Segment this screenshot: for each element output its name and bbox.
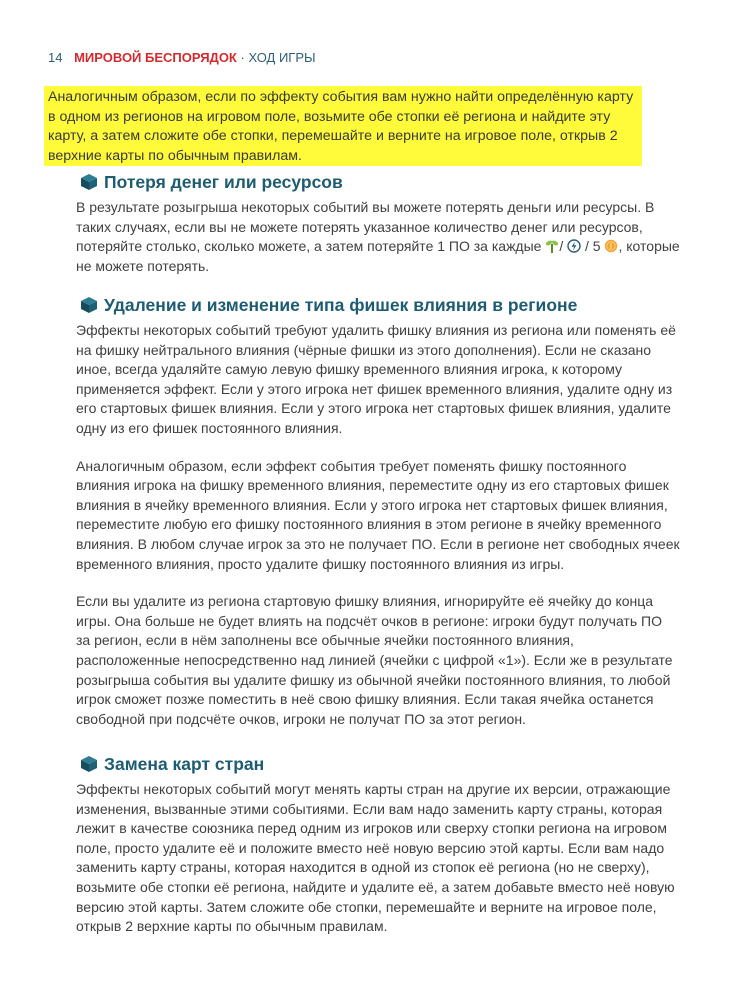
section-paragraph: В результате розыгрыша некоторых событий вы можете потерять деньги или ресурсы. В таких случаях, если вы не можете потерять указанное количество денег или ресурсов, потеряйте столько, сколько можете, а затем потеряйте 1 ПО за каждые / / 5 , которые не можете потерять.: [76, 199, 680, 274]
section-paragraph: Аналогичным образом, если эффект события требует поменять фишку постоянного влияния игрока на фишку временного влияния, переместите одну из его стартовых фишек влияния в ячейку временного влияния. Если у этого игрока нет стартовых фишек влияния, переместите любую его фишку постоянного влияния в этом регионе в ячейку временного влияния. В любом случае игрок за это не получает ПО. Если в регионе нет свободных ячеек временного влияния, просто удалите фишку постоянного влияния из игры.: [76, 457, 680, 572]
page-number: 14: [48, 50, 63, 65]
section-paragraph: Эффекты некоторых событий могут менять карты стран на другие их версии, отражающие изменения, вызванные этими событиями. Если вам надо заменить карту страны, которая лежит в качестве союзника перед одним из игроков или сверху стопки региона на игровом поле, просто удалите её и положите вместо неё новую версию этой карты. Если вам надо заменить карту страны, которая находится в одной из стопок её региона (но не сверху), возьмите обе стопки её региона, найдите и удалите её, а затем добавьте вместо неё новую версию этой карты. Затем сложите обе стопки, перемешайте и верните на игровое поле, открыв 2 верхние карты по обычным правилам.: [76, 781, 675, 935]
section-paragraph: Если вы удалите из региона стартовую фишку влияния, игнорируйте её ячейку до конца игры. Она больше не будет влиять на подсчёт очков в регионе: игроки будут получать ПО за регион, если в нём заполнены все обычные ячейки постоянного влияния, расположенные непосредственно над линией (ячейки с цифрой «1»). Если же в результате розыгрыша события вы удалите фишку из обычной ячейки постоянного влияния, то любой игрок сможет позже поместить в неё свою фишку влияния. Если такая ячейка останется свободной при подсчёте очков, игроки не получат ПО за этот регион.: [76, 593, 673, 727]
coin-icon: [604, 239, 618, 253]
section-resource-loss: [76, 170, 680, 276]
chapter-title: ХОД ИГРЫ: [248, 50, 316, 65]
highlighted-paragraph: [44, 86, 642, 166]
resource-energy-icon: [567, 239, 581, 253]
highlighted-text: Аналогичным образом, если по эффекту события вам нужно найти определённую карту в одном из регионов на игровом поле, возьмите обе стопки её региона и найдите эту карту, а затем сложите обе стопки, перемешайте и верните на игровое поле, открыв 2 верхние карты по обычным правилам.: [48, 89, 634, 164]
section-paragraph: Эффекты некоторых событий требуют удалить фишку влияния из региона или поменять её на фишку нейтрального влияния (чёрные фишки из этого дополнения). Если не сказано иное, всегда удаляйте самую левую фишку временного влияния игрока, к которому применяется эффект. Если у этого игрока нет фишек временного влияния, удалите одну из его стартовых фишек влияния. Если у этого игрока нет стартовых фишек влияния, удалите одну из его фишек постоянного влияния.: [76, 322, 676, 436]
book-title: МИРОВОЙ БЕСПОРЯДОК: [74, 50, 237, 65]
running-header: [48, 49, 316, 67]
section-heading: Замена карт стран: [104, 754, 265, 774]
section-heading: Удаление и изменение типа фишек влияния в регионе: [104, 295, 578, 315]
section-header: [76, 170, 680, 194]
section-cube-icon: [80, 296, 98, 314]
section-influence-tokens: [76, 293, 680, 729]
section-cube-icon: [80, 173, 98, 191]
section-heading: Потеря денег или ресурсов: [104, 172, 343, 192]
section-header: [76, 752, 680, 776]
section-header: [76, 293, 680, 317]
section-replace-country-cards: [76, 752, 680, 937]
resource-plant-icon: [545, 239, 559, 253]
header-separator: ·: [240, 50, 245, 65]
section-cube-icon: [80, 755, 98, 773]
